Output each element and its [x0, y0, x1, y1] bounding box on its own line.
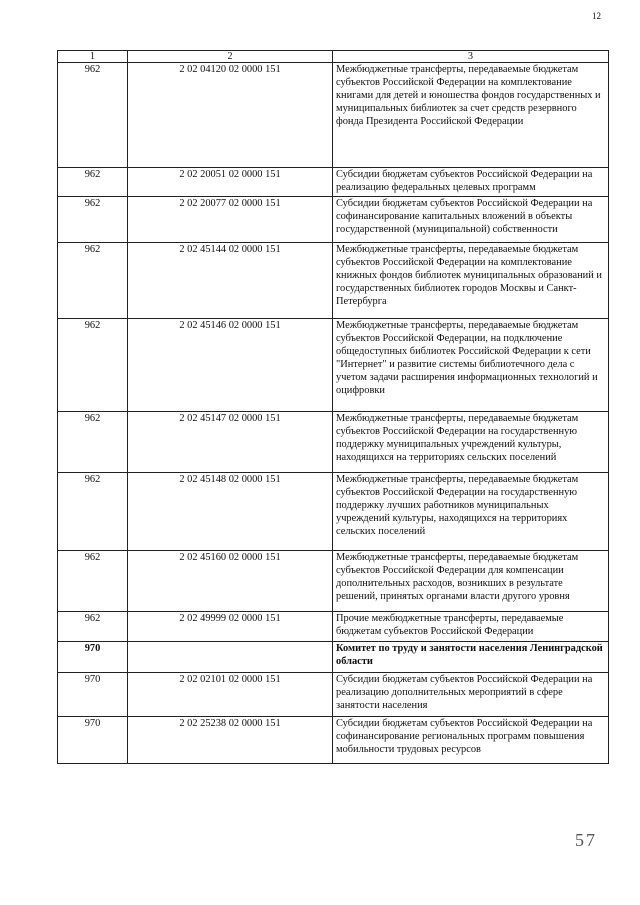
- table-row: [58, 551, 609, 612]
- revenue-code: 2 02 49999 02 0000 151: [128, 612, 333, 642]
- budget-revenue-table: [57, 50, 609, 764]
- table-row: [58, 717, 609, 764]
- revenue-code: 2 02 02101 02 0000 151: [128, 673, 333, 717]
- page-number: 12: [592, 11, 601, 21]
- admin-code: 962: [58, 63, 128, 168]
- table-row: [58, 197, 609, 243]
- revenue-description: Субсидии бюджетам субъектов Российской Федерации на реализацию дополнительных мероприятий в сфере занятости населения: [333, 673, 609, 717]
- admin-code: 962: [58, 412, 128, 473]
- table-row: [58, 473, 609, 551]
- revenue-description: Межбюджетные трансферты, передаваемые бюджетам субъектов Российской Федерации для компенсации дополнительных расходов, возникших в результате решений, принятых органами власти другого уровня: [333, 551, 609, 612]
- column-header-2: 2: [128, 51, 333, 63]
- admin-code: 962: [58, 197, 128, 243]
- column-header-1: 1: [58, 51, 128, 63]
- revenue-description: Межбюджетные трансферты, передаваемые бюджетам субъектов Российской Федерации на комплектование книгами для детей и юношества фондов государственных и муниципальных библиотек за счет средств резервного фонда Президента Российской Федерации: [333, 63, 609, 168]
- admin-code: 962: [58, 551, 128, 612]
- revenue-code: 2 02 45160 02 0000 151: [128, 551, 333, 612]
- admin-code: 962: [58, 473, 128, 551]
- table-header-row: [58, 51, 609, 63]
- revenue-description: Субсидии бюджетам субъектов Российской Федерации на софинансирование капитальных вложений в объекты государственной (муниципальной) собственности: [333, 197, 609, 243]
- section-heading: Комитет по труду и занятости населения Ленинградской области: [333, 642, 609, 673]
- revenue-code: 2 02 20051 02 0000 151: [128, 168, 333, 197]
- table-row: [58, 612, 609, 642]
- revenue-description: Межбюджетные трансферты, передаваемые бюджетам субъектов Российской Федерации на комплектование книжных фондов библиотек муниципальных образований и государственных библиотек городов Москвы и Санкт-Петербурга: [333, 243, 609, 319]
- admin-code: 970: [58, 717, 128, 764]
- table-row: [58, 243, 609, 319]
- table-row-section-heading: [58, 642, 609, 673]
- admin-code: 970: [58, 642, 128, 673]
- revenue-code: [128, 642, 333, 673]
- revenue-description: Прочие межбюджетные трансферты, передаваемые бюджетам субъектов Российской Федерации: [333, 612, 609, 642]
- table-row: [58, 319, 609, 412]
- revenue-code: 2 02 45148 02 0000 151: [128, 473, 333, 551]
- revenue-description: Межбюджетные трансферты, передаваемые бюджетам субъектов Российской Федерации на государственную поддержку муниципальных учреждений культуры, находящихся на территориях сельских поселений: [333, 412, 609, 473]
- admin-code: 962: [58, 319, 128, 412]
- table-row: [58, 63, 609, 168]
- admin-code: 970: [58, 673, 128, 717]
- revenue-description: Межбюджетные трансферты, передаваемые бюджетам субъектов Российской Федерации на государственную поддержку лучших работников муниципальных учреждений культуры, находящихся на территориях сельских поселений: [333, 473, 609, 551]
- revenue-code: 2 02 25238 02 0000 151: [128, 717, 333, 764]
- revenue-description: Межбюджетные трансферты, передаваемые бюджетам субъектов Российской Федерации, на подключение общедоступных библиотек Российской Федерации к сети "Интернет" и развитие системы библиотечного дела с учетом задачи расширения информационных технологий и оцифровки: [333, 319, 609, 412]
- admin-code: 962: [58, 168, 128, 197]
- admin-code: 962: [58, 612, 128, 642]
- revenue-code: 2 02 45146 02 0000 151: [128, 319, 333, 412]
- revenue-description: Субсидии бюджетам субъектов Российской Федерации на реализацию федеральных целевых программ: [333, 168, 609, 197]
- admin-code: 962: [58, 243, 128, 319]
- revenue-code: 2 02 45144 02 0000 151: [128, 243, 333, 319]
- revenue-code: 2 02 20077 02 0000 151: [128, 197, 333, 243]
- revenue-description: Субсидии бюджетам субъектов Российской Федерации на софинансирование региональных программ повышения мобильности трудовых ресурсов: [333, 717, 609, 764]
- table-row: [58, 168, 609, 197]
- table-row: [58, 412, 609, 473]
- table-row: [58, 673, 609, 717]
- handwritten-page-stamp: 57: [575, 830, 597, 850]
- column-header-3: 3: [333, 51, 609, 63]
- revenue-code: 2 02 45147 02 0000 151: [128, 412, 333, 473]
- revenue-code: 2 02 04120 02 0000 151: [128, 63, 333, 168]
